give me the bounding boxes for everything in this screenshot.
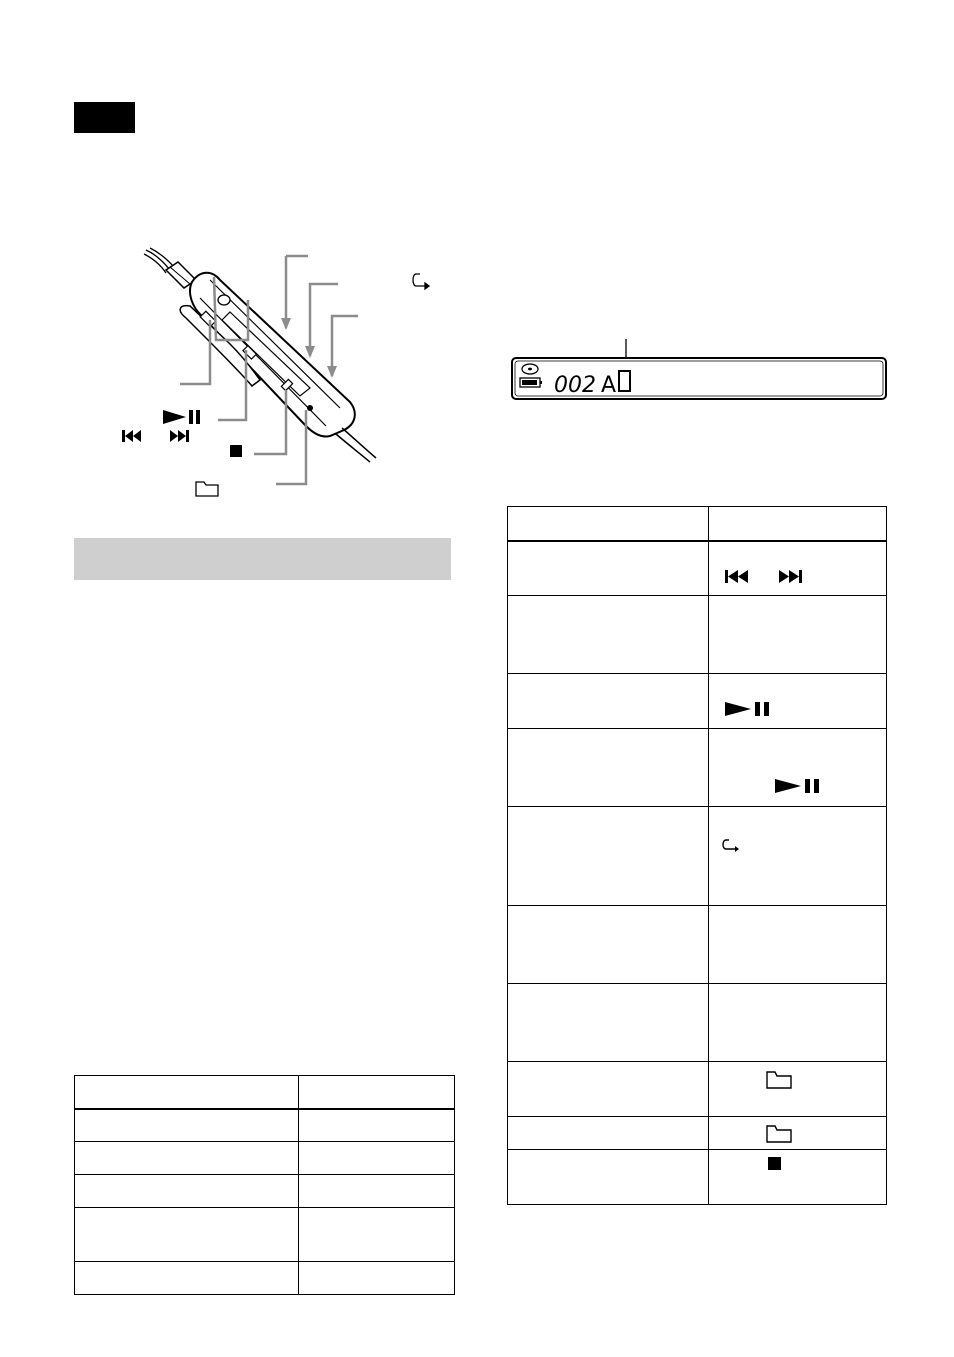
left-table (74, 1075, 455, 1295)
table-cell (709, 541, 887, 596)
lcd-digits: 002 (554, 373, 596, 398)
table-cell (709, 596, 887, 674)
table-cell (508, 596, 709, 674)
table-cell (75, 1175, 299, 1208)
table-cell (709, 1062, 887, 1117)
table-cell (299, 1208, 455, 1262)
table-cell (75, 1262, 299, 1295)
stop-icon (230, 445, 242, 457)
disc-icon (522, 364, 538, 374)
table-cell (709, 674, 887, 729)
right-table (507, 506, 887, 1205)
table-cell (75, 1109, 299, 1142)
table-cell (299, 1262, 455, 1295)
folder-icon (765, 1122, 795, 1144)
table-header-cell (508, 507, 709, 541)
previous-track-icon (725, 570, 748, 583)
table-cell (299, 1142, 455, 1175)
table-cell (508, 807, 709, 906)
repeat-icon (721, 837, 745, 855)
table-header-cell (709, 507, 887, 541)
table-cell (709, 1150, 887, 1205)
table-cell (709, 807, 887, 906)
table-header-cell (299, 1076, 455, 1109)
play-pause-icon (163, 410, 200, 424)
table-cell (508, 1117, 709, 1150)
section-band (74, 538, 451, 580)
next-track-icon (779, 570, 802, 583)
page-tab (74, 102, 135, 133)
remote-control-illustration (100, 240, 460, 500)
stop-icon (767, 1156, 783, 1172)
play-pause-icon (723, 700, 783, 718)
table-cell (508, 729, 709, 807)
previous-track-icon (122, 430, 141, 442)
table-cell (508, 1150, 709, 1205)
repeat-icon (413, 274, 429, 289)
table-cell (508, 984, 709, 1062)
lcd-display (508, 335, 892, 407)
table-cell (508, 541, 709, 596)
table-cell (709, 729, 887, 807)
lcd-letter: A (601, 373, 617, 398)
table-cell (75, 1142, 299, 1175)
next-track-icon (170, 430, 189, 442)
table-cell (508, 1062, 709, 1117)
table-cell (709, 984, 887, 1062)
folder-icon (765, 1068, 795, 1090)
table-cell (508, 906, 709, 984)
table-cell (709, 1117, 887, 1150)
table-cell (299, 1109, 455, 1142)
table-cell (75, 1208, 299, 1262)
table-cell (508, 674, 709, 729)
table-cell (299, 1175, 455, 1208)
play-pause-icon (773, 777, 833, 795)
battery-icon (520, 378, 542, 387)
table-header-cell (75, 1076, 299, 1109)
table-cell (709, 906, 887, 984)
folder-icon (196, 482, 218, 496)
